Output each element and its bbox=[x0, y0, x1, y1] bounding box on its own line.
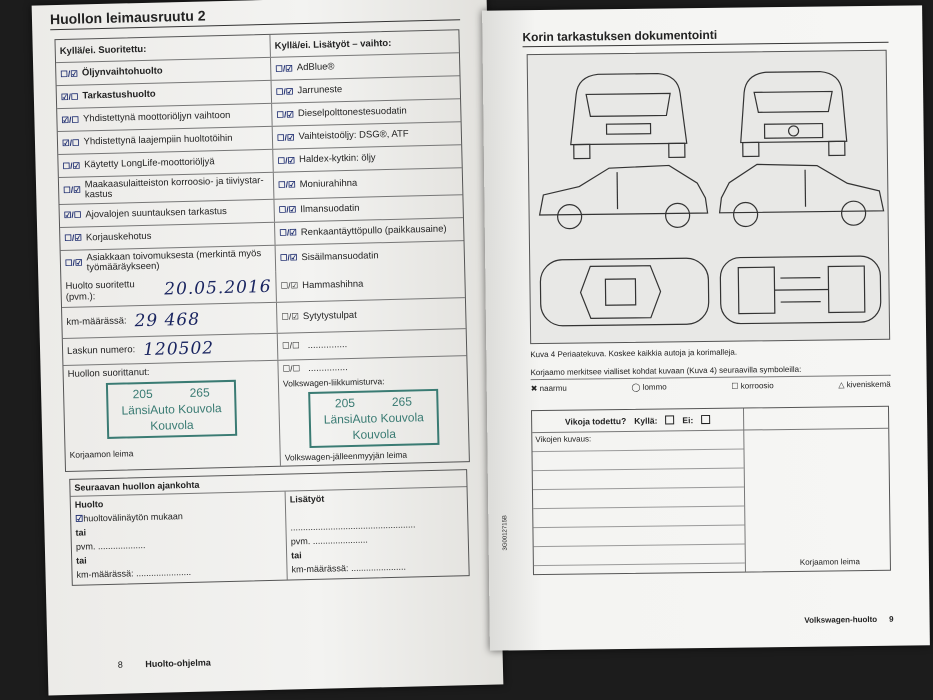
symbol-legend bbox=[531, 380, 891, 393]
workshop-stamp-label: Korjaamon leima bbox=[799, 557, 860, 567]
or-label: tai bbox=[75, 527, 87, 538]
extra-item-label: Dieselpolttonestesuodatin bbox=[297, 105, 407, 120]
km-field-label: km-määrässä: bbox=[76, 568, 134, 580]
extra-item-label: Hammashihna bbox=[302, 279, 364, 292]
document-code: 3G0012715B bbox=[502, 515, 509, 551]
stone-chip-symbol: △ kiveniskemä bbox=[838, 379, 891, 390]
km-field-label: km-määrässä: bbox=[291, 562, 349, 575]
extra-item-label: Sisäilmansuodatin bbox=[301, 250, 379, 264]
checkbox-pair[interactable]: ☑/☐ bbox=[63, 209, 82, 221]
checklist-rows bbox=[56, 53, 464, 277]
checkbox-pair[interactable]: ☐/☑ bbox=[279, 227, 297, 239]
blank-line: ............... bbox=[308, 361, 348, 374]
page-title: Korin tarkastuksen dokumentointi bbox=[522, 27, 718, 45]
car-top-view bbox=[540, 258, 709, 326]
description-line[interactable] bbox=[533, 526, 744, 548]
extra-item-label: Moniurahihna bbox=[299, 177, 358, 191]
car-diagram bbox=[527, 50, 891, 344]
stamp-number: 265 bbox=[189, 385, 210, 400]
performer-label: Huollon suorittanut: bbox=[67, 366, 150, 380]
checkbox-pair[interactable]: ☐/☑ bbox=[278, 204, 297, 216]
date-field-label: pvm. bbox=[75, 541, 96, 552]
defects-question: Vikoja todettu? bbox=[564, 415, 627, 427]
description-line[interactable] bbox=[534, 545, 745, 567]
service-item-label: Yhdistettynä moottoriöljyn vaihtoon bbox=[82, 109, 231, 125]
page-footer bbox=[118, 657, 211, 669]
next-service-table: Seuraavan huollon ajankohta Huolto ☑huoltovälinäytön mukaan tai pvm. ................... tai km-määrässä: ...................... Lisätyöt .................................................. pvm. ...................... tai km-määrässä: ...................... bbox=[69, 469, 469, 585]
footer-brand: Volkswagen-huolto bbox=[804, 614, 878, 625]
corrosion-symbol: ☐ korroosio bbox=[731, 381, 774, 391]
blank-line: ............... bbox=[307, 339, 348, 352]
no-label: Ei: bbox=[682, 414, 694, 425]
stamp-line: Kouvola bbox=[352, 427, 397, 443]
extra-item-label: Ilmansuodatin bbox=[300, 202, 360, 216]
stamp-number: 205 bbox=[334, 395, 356, 411]
stamp-line: LänsiAuto Kouvola bbox=[323, 410, 425, 427]
page-number: 8 bbox=[117, 659, 123, 670]
invoice-handwritten: 120502 bbox=[142, 338, 215, 360]
left-column-header: Kyllä/ei. Suoritettu: bbox=[55, 35, 270, 62]
dealer-stamp-label: Volkswagen-jälleenmyyjän leima bbox=[284, 450, 408, 464]
checkbox-pair[interactable]: ☐/☑ bbox=[276, 131, 295, 143]
service-item-label: Tarkastushuolto bbox=[82, 88, 156, 102]
yes-checkbox[interactable] bbox=[665, 415, 674, 424]
description-line[interactable] bbox=[533, 488, 744, 510]
checkbox-pair[interactable]: ☐/☑ bbox=[281, 311, 300, 323]
extra-work-label: Lisätyöt bbox=[289, 493, 325, 505]
service-item-label: Öljynvaihtohuolto bbox=[81, 65, 163, 79]
workshop-stamp bbox=[106, 380, 237, 440]
checkbox-pair[interactable]: ☑/☐ bbox=[60, 91, 79, 102]
dealer-stamp bbox=[308, 389, 439, 449]
checkbox-pair[interactable]: ☐/☑ bbox=[280, 280, 299, 292]
service-item-label: Maakaasulaitteiston korroosio- ja tiiviystar-kastus bbox=[84, 175, 264, 201]
extra-item-label: AdBlue® bbox=[296, 61, 335, 74]
checkbox-pair[interactable]: ☑/☐ bbox=[61, 137, 80, 148]
stamp-line: LänsiAuto Kouvola bbox=[121, 401, 222, 418]
by-display-label: huoltovälinäytön mukaan bbox=[83, 511, 183, 524]
car-side-right-view bbox=[719, 163, 884, 227]
car-underbody-view bbox=[720, 256, 881, 324]
service-label: Huolto bbox=[74, 499, 104, 510]
km-label: km-määrässä: bbox=[66, 315, 127, 329]
figure-caption: Kuva 4 Periaatekuva. Koskee kaikkia autoja ja korimalleja. bbox=[530, 347, 738, 360]
service-item-label: Ajovalojen suuntauksen tarkastus bbox=[85, 205, 227, 221]
description-line[interactable] bbox=[533, 450, 744, 472]
page-number: 9 bbox=[889, 614, 894, 624]
stamp-number: 265 bbox=[391, 394, 413, 409]
stamp-line: Kouvola bbox=[150, 418, 194, 434]
footer-title: Huolto-ohjelma bbox=[145, 657, 211, 670]
checkbox-pair[interactable]: ☐/☐ bbox=[282, 363, 301, 374]
date-field-label: pvm. bbox=[290, 535, 311, 547]
left-page bbox=[32, 0, 504, 695]
km-handwritten: 29 468 bbox=[134, 309, 201, 332]
extra-item-label: Vaihteistoöljy: DSG®, ATF bbox=[298, 128, 409, 143]
extra-item-label: Renkaantäyttöpullo (paikkausaine) bbox=[300, 223, 447, 239]
date-label: Huolto suoritettu (pvm.): bbox=[65, 279, 135, 303]
car-front-view bbox=[740, 71, 847, 156]
checkbox-pair[interactable]: ☑/☐ bbox=[61, 114, 80, 125]
yes-label: Kyllä: bbox=[634, 415, 658, 426]
or-label: tai bbox=[76, 555, 87, 566]
defect-description-label: Vikojen kuvaus: bbox=[532, 431, 743, 453]
checkbox-pair[interactable]: ☐/☑ bbox=[277, 154, 296, 166]
right-column-header: Kyllä/ei. Lisätyöt – vaihto: bbox=[274, 37, 392, 52]
next-service-title: Seuraavan huollon ajankohta bbox=[70, 470, 466, 497]
checkbox-pair[interactable]: ☐/☐ bbox=[281, 340, 300, 352]
extra-item-label: Jarruneste bbox=[297, 84, 343, 97]
date-handwritten: 20.05.2016 bbox=[164, 276, 272, 300]
car-side-left-view bbox=[539, 165, 708, 229]
right-page bbox=[482, 5, 930, 650]
checkbox-pair[interactable]: ☐/☑ bbox=[63, 184, 81, 196]
checkbox-pair[interactable]: ☐/☑ bbox=[64, 232, 83, 244]
checked-checkbox[interactable]: ☑ bbox=[75, 513, 84, 524]
car-views-illustration bbox=[528, 51, 892, 345]
service-item-label: Yhdistettynä laajempiin huoltotöihin bbox=[83, 132, 233, 148]
service-item-label: Korjauskehotus bbox=[85, 230, 152, 244]
checkbox-pair[interactable]: ☐/☑ bbox=[275, 85, 294, 97]
workshop-stamp-label: Korjaamon leima bbox=[69, 448, 134, 461]
extra-item-label: Sytytystulpat bbox=[302, 310, 357, 323]
description-line[interactable] bbox=[533, 507, 744, 529]
checkbox-pair[interactable]: ☐/☑ bbox=[275, 62, 293, 74]
checkbox-pair[interactable]: ☐/☑ bbox=[276, 108, 295, 120]
service-stamp-table bbox=[54, 29, 469, 472]
page-footer bbox=[804, 615, 893, 625]
service-item-label: Asiakkaan toivomuksesta (merkintä myös työmääräykseen) bbox=[86, 248, 262, 274]
page-title: Huollon leimausruutu 2 bbox=[49, 7, 206, 28]
extra-item-label: Haldex-kytkin: öljy bbox=[298, 152, 376, 166]
scratch-symbol: ✖ naarmu bbox=[530, 383, 567, 394]
checkbox-pair[interactable]: ☐/☑ bbox=[277, 179, 296, 191]
service-item-label: Käytetty LongLife-moottoriöljyä bbox=[84, 156, 215, 171]
description-line[interactable] bbox=[533, 469, 744, 491]
car-rear-view bbox=[570, 73, 687, 158]
checkbox-pair[interactable]: ☐/☑ bbox=[60, 68, 79, 79]
checkbox-pair[interactable]: ☐/☑ bbox=[279, 252, 298, 264]
dent-symbol: ◯ lommo bbox=[631, 382, 667, 392]
marking-instruction: Korjaamo merkitsee vialliset kohdat kuvaan (Kuva 4) seuraavilla symboleilla: bbox=[530, 364, 890, 380]
checkbox-pair[interactable]: ☐/☑ bbox=[62, 160, 81, 171]
checkbox-pair[interactable]: ☐/☑ bbox=[64, 257, 83, 269]
no-checkbox[interactable] bbox=[701, 415, 710, 424]
or-label: tai bbox=[291, 549, 302, 561]
defect-form bbox=[531, 406, 891, 575]
stamp-number: 205 bbox=[132, 386, 153, 402]
vw-license-label: Volkswagen-liikkumisturva: bbox=[282, 376, 385, 389]
stamp-row bbox=[63, 356, 468, 471]
invoice-label: Laskun numero: bbox=[66, 344, 136, 358]
